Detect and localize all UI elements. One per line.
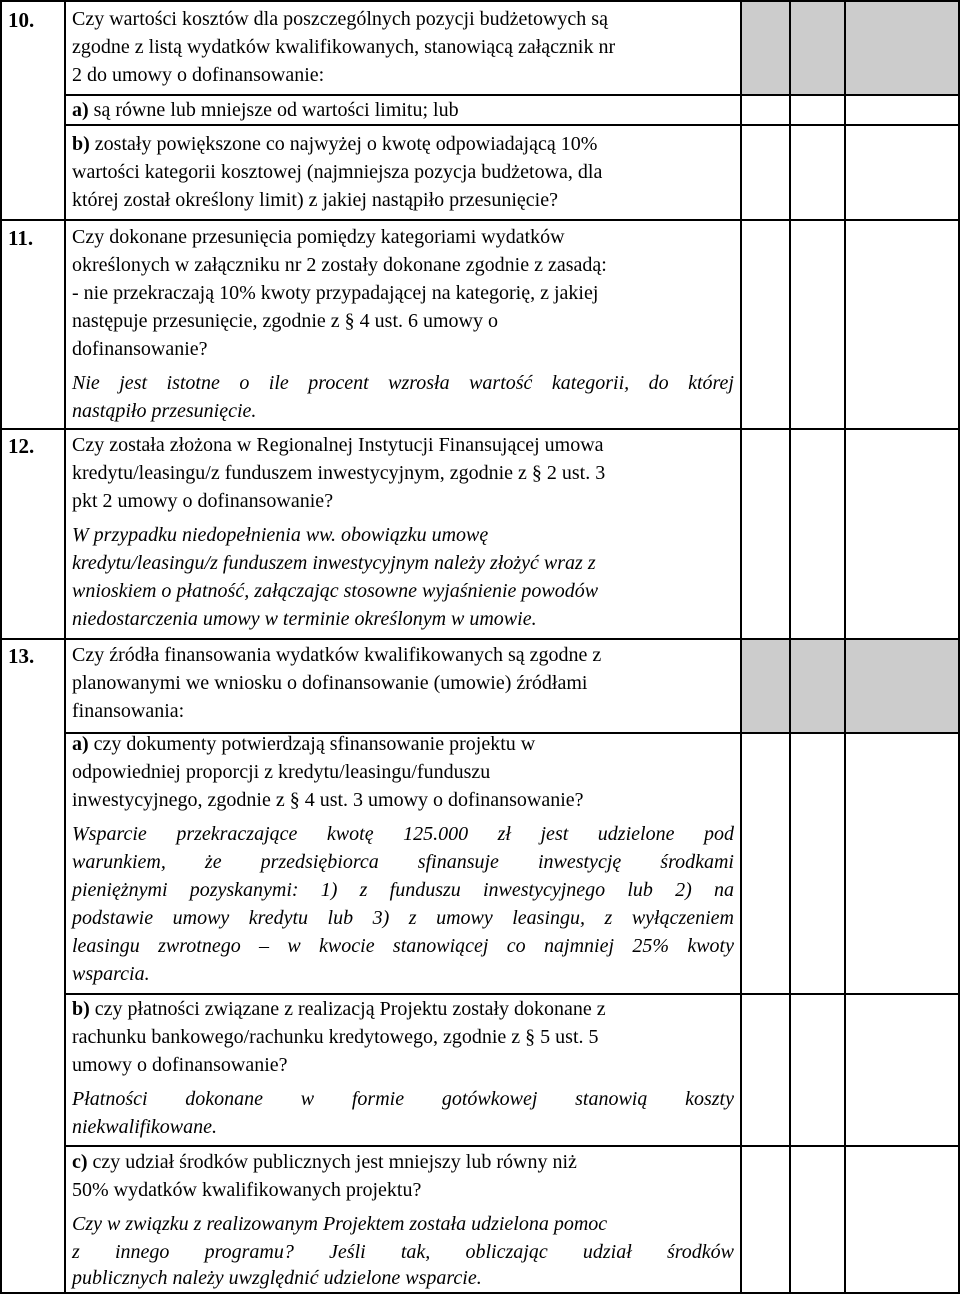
- row-number-10: 10.: [8, 8, 35, 32]
- row11-question-line5: dofinansowanie?: [72, 338, 208, 360]
- row13-option-a-note-line2: warunkiem, że przedsiębiorca sfinansuje inwestycję środkami: [72, 851, 734, 873]
- row12-question-line1: Czy została złożona w Regionalnej Instytucji Finansującej umowa: [72, 434, 604, 456]
- row10-option-a-text: są równe lub mniejsze od wartości limitu; lub: [88, 99, 459, 121]
- row13-option-b-label: b): [72, 998, 90, 1020]
- row13-option-a-line1: [72, 730, 535, 758]
- row10-question-line1: Czy wartości kosztów dla poszczególnych pozycji budżetowych są: [72, 8, 608, 30]
- col-line-4: [844, 0, 846, 1294]
- row13-option-b-line3: umowy o dofinansowanie?: [72, 1054, 288, 1076]
- row11-question-line2: określonych w załączniku nr 2 zostały dokonane zgodnie z zasadą:: [72, 254, 607, 276]
- row10-option-a: [72, 96, 459, 124]
- row13-option-c-note-line1: Czy w związku z realizowanym Projektem została udzielona pomoc: [72, 1213, 608, 1235]
- row11-question-line4: następuje przesunięcie, zgodnie z § 4 ust. 6 umowy o: [72, 310, 498, 332]
- row11-question-line3: - nie przekraczają 10% kwoty przypadającej na kategorię, z jakiej: [72, 282, 599, 304]
- row13-option-a-note-line1: Wsparcie przekraczające kwotę 125.000 zł jest udzielone pod: [72, 823, 734, 845]
- row12-question-line3: pkt 2 umowy o dofinansowanie?: [72, 490, 334, 512]
- row10-option-b-line1: [72, 130, 597, 158]
- row13-option-b-line2: rachunku bankowego/rachunku kredytowego, zgodnie z § 5 ust. 5: [72, 1026, 599, 1048]
- sub-divider-10b: [64, 124, 960, 126]
- row11-note-line1: Nie jest istotne o ile procent wzrosła wartość kategorii, do której: [72, 372, 734, 394]
- row13-option-a-note-line6: wsparcia.: [72, 963, 150, 985]
- row-divider-12-13: [0, 638, 960, 640]
- row13-option-a-note-line3: pieniężnymi pozyskanymi: 1) z funduszu inwestycyjnego lub 2) na: [72, 879, 734, 901]
- row13-option-c-note-line2: z innego programu? Jeśli tak, obliczając udział środków: [72, 1241, 734, 1263]
- row10-option-b-line3: której został określony limit) z jakiej nastąpiło przesunięcie?: [72, 189, 558, 211]
- row12-note-line1: W przypadku niedopełnienia ww. obowiązku umowę: [72, 524, 489, 546]
- row13-question-line2: planowanymi we wniosku o dofinansowanie (umowie) źródłami: [72, 672, 588, 694]
- row13-option-a-note-line4: podstawie umowy kredytu lub 3) z umowy leasingu, z wyłączeniem: [72, 907, 734, 929]
- sub-divider-13c: [64, 1145, 960, 1147]
- row13-option-b-note-line2: niekwalifikowane.: [72, 1116, 217, 1138]
- row10-option-b-label: b): [72, 133, 90, 155]
- row13-option-a-text: czy dokumenty potwierdzają sfinansowanie projektu w: [88, 733, 536, 755]
- row13-question-line3: finansowania:: [72, 700, 185, 722]
- row13-option-c-text: czy udział środków publicznych jest mniejszy lub równy niż: [87, 1151, 577, 1173]
- row-number-13: 13.: [8, 644, 35, 668]
- row10-question-line3: 2 do umowy o dofinansowanie:: [72, 64, 325, 86]
- row13-option-a-line3: inwestycyjnego, zgodnie z § 4 ust. 3 umowy o dofinansowanie?: [72, 789, 584, 811]
- row13-question-line1: Czy źródła finansowania wydatków kwalifikowanych są zgodne z: [72, 644, 602, 666]
- row13-option-b-line1: [72, 995, 606, 1023]
- col-line-2: [740, 0, 742, 1294]
- row10-option-b-text: zostały powiększone co najwyżej o kwotę odpowiadającą 10%: [89, 133, 598, 155]
- row13-option-c-line2: 50% wydatków kwalifikowanych projektu?: [72, 1179, 422, 1201]
- row13-option-c-note-line3: publicznych należy uwzględnić udzielone wsparcie.: [72, 1267, 482, 1289]
- shaded-cell-row10-col4: [742, 2, 958, 94]
- row10-option-a-label: a): [72, 99, 89, 121]
- col-line-3: [789, 0, 791, 1294]
- row11-note-line2: nastąpiło przesunięcie.: [72, 400, 257, 422]
- row-divider-11-12: [0, 428, 960, 430]
- row-number-12: 12.: [8, 434, 35, 458]
- row-number-11: 11.: [8, 226, 34, 250]
- table-border-top: [0, 0, 960, 2]
- row-divider-10-11: [0, 219, 960, 221]
- row13-option-a-label: a): [72, 733, 89, 755]
- row13-option-c-label: c): [72, 1151, 88, 1173]
- row10-question-line2: zgodne z listą wydatków kwalifikowanych, stanowiącą załącznik nr: [72, 36, 616, 58]
- row13-option-a-note-line5: leasingu zwrotnego – w kwocie stanowiącej co najmniej 25% kwoty: [72, 935, 734, 957]
- row10-option-b-line2: wartości kategorii kosztowej (najmniejsza pozycja budżetowa, dla: [72, 161, 603, 183]
- row13-option-a-line2: odpowiedniej proporcji z kredytu/leasingu/funduszu: [72, 761, 491, 783]
- col-line-0: [0, 0, 2, 1294]
- row12-note-line4: niedostarczenia umowy w terminie określonym w umowie.: [72, 608, 537, 630]
- col-line-1: [64, 0, 66, 1294]
- row11-question-line1: Czy dokonane przesunięcia pomiędzy kategoriami wydatków: [72, 226, 565, 248]
- row13-option-c-line1: [72, 1148, 577, 1176]
- row12-question-line2: kredytu/leasingu/z funduszem inwestycyjnym, zgodnie z § 2 ust. 3: [72, 462, 606, 484]
- row12-note-line3: wnioskiem o płatność, załączając stosowne wyjaśnienie powodów: [72, 580, 599, 602]
- shaded-cell-row13-col4: [742, 640, 958, 732]
- row13-option-b-note-line1: Płatności dokonane w formie gotówkowej stanowią koszty: [72, 1088, 734, 1110]
- row12-note-line2: kredytu/leasingu/z funduszem inwestycyjnym należy złożyć wraz z: [72, 552, 596, 574]
- row13-option-b-text: czy płatności związane z realizacją Projektu zostały dokonane z: [89, 998, 606, 1020]
